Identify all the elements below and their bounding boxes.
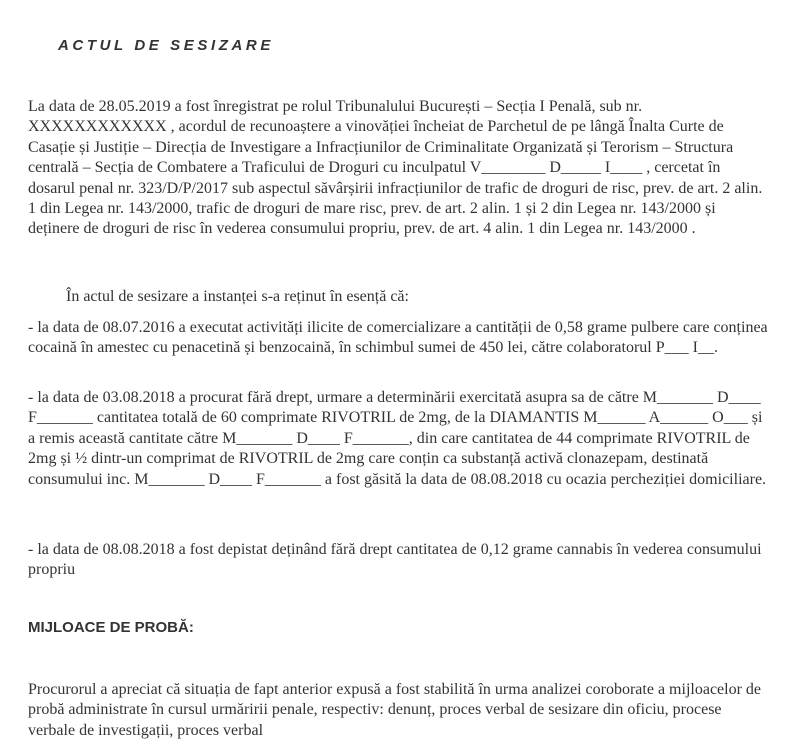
document-heading: ACTUL DE SESIZARE (58, 37, 274, 54)
fact-paragraph-1: - la data de 08.07.2016 a executat activități ilicite de comercializare a cantității de 0,58 grame pulbere care conținea cocaină în amestec cu penacetină și benzocaină, în schimbul sumei de 450 lei, către colaboratorul P___ I__. (28, 319, 768, 357)
evidence-paragraph: Procurorul a apreciat că situația de fapt anterior expusă a fost stabilită în urma analizei coroborate a mijloacelor de probă administrate în cursul urmăririi penale, respectiv: denunț, proces verbal de sesizare din oficiu, procese verbale de investigații, proces verbal (28, 681, 762, 739)
retained-paragraph: În actul de sesizare a instanței s-a reținut în esență că: (66, 288, 409, 305)
fact-paragraph-2: - la data de 03.08.2018 a procurat fără drept, urmare a determinării exercitată asupra sa de către M_______ D____ F_______ cantitatea totală de 60 comprimate RIVOTRIL de 2mg, de la DIAMANTIS M______ A______ O___ și a remis această cantitate către M_______ D____ F_______, din care cantitatea de 44 comprimate RIVOTRIL de 2mg și ½ dintr-un comprimat de RIVOTRIL de 2mg care conțin ca substanță activă clonazepam, destinată consumului inc. M_______ D____ F_______ a fost găsită la data de 08.08.2018 cu ocazia percheziției domiciliare. (28, 389, 767, 488)
evidence-section-title: MIJLOACE DE PROBĂ: (28, 619, 194, 636)
fact-paragraph-3: - la data de 08.08.2018 a fost depistat deținând fără drept cantitatea de 0,12 grame cannabis în vederea consumului propriu (28, 541, 762, 579)
intro-paragraph: La data de 28.05.2019 a fost înregistrat pe rolul Tribunalului București – Secția I Penală, sub nr. XXXXXXXXXXXX , acordul de recunoaștere a vinovăției încheiat de Parchetul de pe lângă Înalta Curte de Casație și Justiție – Direcția de Investigare a Infracțiunilor de Criminalitate Organizată și Terorism – Structura centrală – Secția de Combatere a Traficului de Droguri cu inculpatul V________ D_____ I____ , cercetat în dosarul penal nr. 323/D/P/2017 sub aspectul săvârșirii infracțiunilor de trafic de droguri de risc, prev. de art. 2 alin. 1 din Legea nr. 143/2000, trafic de droguri de mare risc, prev. de art. 2 alin. 1 și 2 din Legea nr. 143/2000 și deținere de droguri de risc în vederea consumului propriu, prev. de art. 4 alin. 1 din Legea nr. 143/2000 . (28, 98, 763, 238)
